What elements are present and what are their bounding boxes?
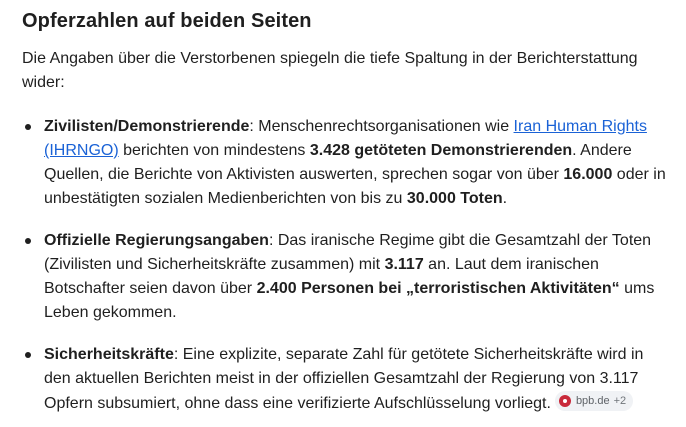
list-item-government: [22, 229, 666, 325]
list-item-security-forces: [22, 343, 666, 416]
item-highlight: 2.400 Personen bei „terroristischen Aktivitäten“: [256, 280, 620, 297]
source-more-count: +2: [613, 395, 627, 407]
item-text: : Eine explizite, separate Zahl für getötete Sicherheitskräfte wird in den aktuellen Berichten meist in der offiziellen Gesamtzahl der Regierung von 3.117 Opfern subsumiert, ohne dass eine verifizierte Aufschlüsselung vorliegt.: [44, 346, 644, 412]
item-text: : Das iranische Regime gibt die Gesamtzahl der Toten (Zivilisten und Sicherheitskräfte zusammen) mit: [44, 232, 652, 273]
item-highlight: 30.000 Toten: [406, 190, 503, 207]
item-text: . Andere Quellen, die Berichte von Aktivisten auswerten, sprechen sogar von über: [44, 142, 632, 183]
intro-paragraph: Die Angaben über die Verstorbenen spiegeln die tiefe Spaltung in der Berichterstattung wider:: [22, 50, 638, 91]
item-highlight: 3.117: [384, 256, 424, 273]
item-highlight: 3.428 getöteten Demonstrierenden: [309, 142, 573, 159]
item-label: Zivilisten/Demonstrierende: [44, 118, 250, 135]
item-text: .: [502, 190, 508, 207]
source-site: bpb.de: [575, 395, 610, 407]
item-text: oder in unbestätigten sozialen Medienberichten von bis zu: [44, 166, 666, 207]
casualty-list: [22, 115, 666, 416]
bullet-dot-icon: [25, 352, 31, 358]
iran-human-rights-link[interactable]: Iran Human Rights (IHRNGO): [44, 118, 647, 159]
section-heading: Opferzahlen auf beiden Seiten: [22, 10, 312, 32]
item-text: : Menschenrechtsorganisationen wie: [249, 118, 514, 135]
bpb-favicon-icon: [559, 395, 571, 407]
list-item-civilians: [22, 115, 666, 211]
bullet-dot-icon: [25, 238, 31, 244]
source-chip[interactable]: [555, 391, 633, 411]
bullet-dot-icon: [25, 124, 31, 130]
item-highlight: 16.000: [563, 166, 613, 183]
item-text: an. Laut dem iranischen Botschafter seien davon über: [44, 256, 599, 297]
item-text: berichten von mindestens: [118, 142, 310, 159]
item-label: Sicherheitskräfte: [44, 346, 174, 363]
item-text: ums Leben gekommen.: [44, 280, 655, 321]
item-label: Offizielle Regierungsangaben: [44, 232, 269, 249]
